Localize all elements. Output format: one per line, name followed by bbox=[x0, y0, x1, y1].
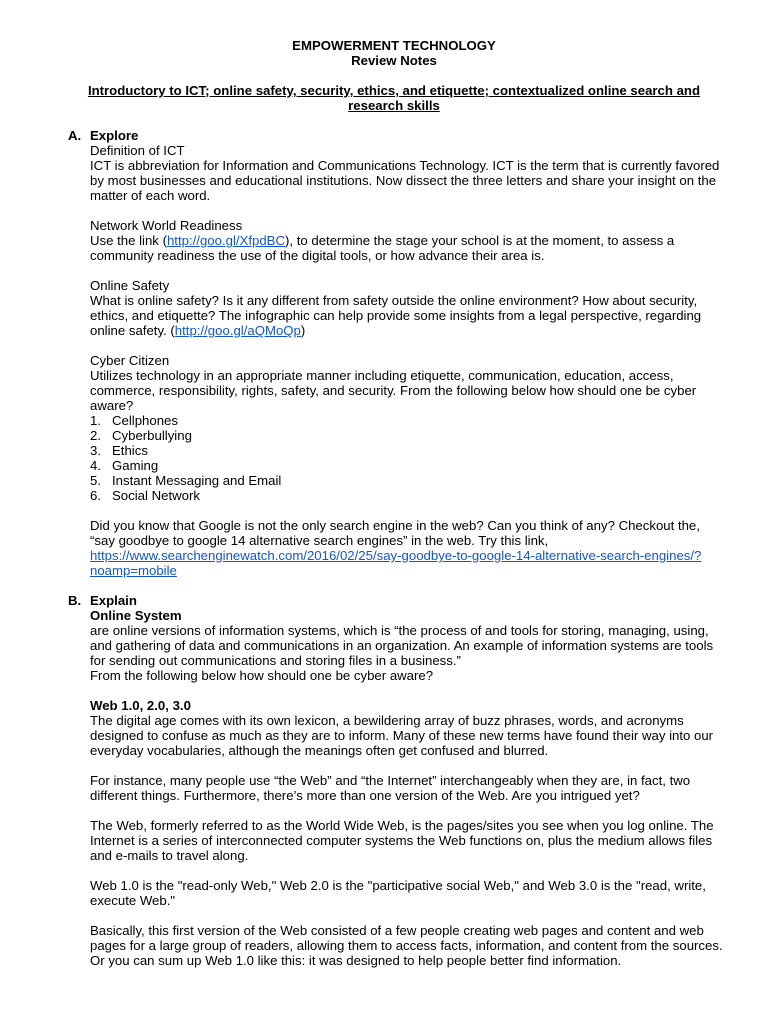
web-paragraph-3: The Web, formerly referred to as the World Wide Web, is the pages/sites you see when you log online. The Internet is a series of interconnected computer systems the Web functions on, plus the medium allows files and e-mails to travel along. bbox=[90, 818, 714, 863]
web-paragraph-4: Web 1.0 is the "read-only Web," Web 2.0 is the "participative social Web," and Web 3.0 is the "read, write, execute Web." bbox=[90, 878, 706, 908]
section-b-letter: B. bbox=[68, 593, 82, 608]
online-safety-link[interactable]: http://goo.gl/aQMoQp bbox=[174, 323, 301, 338]
ict-definition-text: ICT is abbreviation for Information and Communications Technology. ICT is the term that is currently favored by most businesses and educational institutions. Now dissect the three letters and share your insight on the matter of each word. bbox=[90, 158, 720, 203]
section-b-heading bbox=[68, 593, 724, 608]
document-title: EMPOWERMENT TECHNOLOGY bbox=[292, 38, 496, 53]
online-system-text: are online versions of information systems, which is “the process of and tools for storing, managing, using, and gathering of data and communications in an organization. An example of information systems are tools for sending out communications and storing files in a business.” bbox=[90, 623, 714, 668]
ict-definition-heading: Definition of ICT bbox=[90, 143, 185, 158]
list-item: 1. Cellphones bbox=[90, 413, 178, 428]
online-safety-text: What is online safety? Is it any different from safety outside the online environment? How about security, ethics, and etiquette? The infographic can help provide some insights from a legal perspective, regarding online safety. (http://goo.gl/aQMoQp) bbox=[90, 293, 702, 338]
network-readiness-text: Use the link (http://goo.gl/XfpdBC), to determine the stage your school is at the moment, to assess a community readiness the use of the digital tools, or how advance their area is. bbox=[90, 233, 675, 263]
web-paragraph-2: For instance, many people use “the Web” and “the Internet” interchangeably when they are, in fact, two different things. Furthermore, there’s more than one version of the Web. Are you intrigued yet? bbox=[90, 773, 691, 803]
list-item: 5. Instant Messaging and Email bbox=[90, 473, 282, 488]
web-paragraph-1: The digital age comes with its own lexicon, a bewildering array of buzz phrases, words, and acronyms designed to confuse as much as they are to inform. Many of these new terms have found their way into our everyday vocabularies, although the meanings often get confused and blurred. bbox=[90, 713, 714, 758]
cyber-citizen-heading: Cyber Citizen bbox=[90, 353, 170, 368]
network-readiness-heading: Network World Readiness bbox=[90, 218, 243, 233]
web-paragraph-5: Basically, this first version of the Web consisted of a few people creating web pages and content and web pages for a large group of readers, allowing them to access facts, information, and content from the sources. Or you can sum up Web 1.0 like this: it was designed to help people better find information. bbox=[90, 923, 723, 968]
section-a-heading bbox=[68, 128, 724, 143]
network-readiness-link[interactable]: http://goo.gl/XfpdBC bbox=[166, 233, 285, 248]
section-b-title: Explain bbox=[90, 593, 137, 608]
web-versions-heading: Web 1.0, 2.0, 3.0 bbox=[90, 698, 191, 713]
online-safety-heading: Online Safety bbox=[90, 278, 170, 293]
online-system-question: From the following below how should one be cyber aware? bbox=[90, 668, 434, 683]
list-item: 6. Social Network bbox=[90, 488, 200, 503]
cyber-aware-list bbox=[90, 413, 724, 503]
online-system-heading: Online System bbox=[90, 608, 182, 623]
section-a-letter: A. bbox=[68, 128, 82, 143]
section-a-title: Explore bbox=[90, 128, 139, 143]
search-engines-link-line bbox=[90, 548, 724, 578]
document-topic: Introductory to ICT; online safety, security, ethics, and etiquette; contextualized online search and research skills bbox=[87, 83, 701, 113]
document-subtitle: Review Notes bbox=[351, 53, 437, 68]
search-engines-text: Did you know that Google is not the only search engine in the web? Can you think of any? Checkout the, “say goodbye to google 14 alternative search engines” in the web. Try this link, bbox=[90, 518, 700, 548]
list-item: 2. Cyberbullying bbox=[90, 428, 192, 443]
list-item: 4. Gaming bbox=[90, 458, 159, 473]
list-item: 3. Ethics bbox=[90, 443, 148, 458]
search-engines-link[interactable]: https://www.searchenginewatch.com/2016/02/25/say-goodbye-to-google-14-alternative-search-engines/?noamp=mobile bbox=[90, 548, 702, 578]
cyber-citizen-text: Utilizes technology in an appropriate manner including etiquette, communication, education, access, commerce, responsibility, rights, safety, and security. From the following below how should one be cyber aware? bbox=[90, 368, 697, 413]
